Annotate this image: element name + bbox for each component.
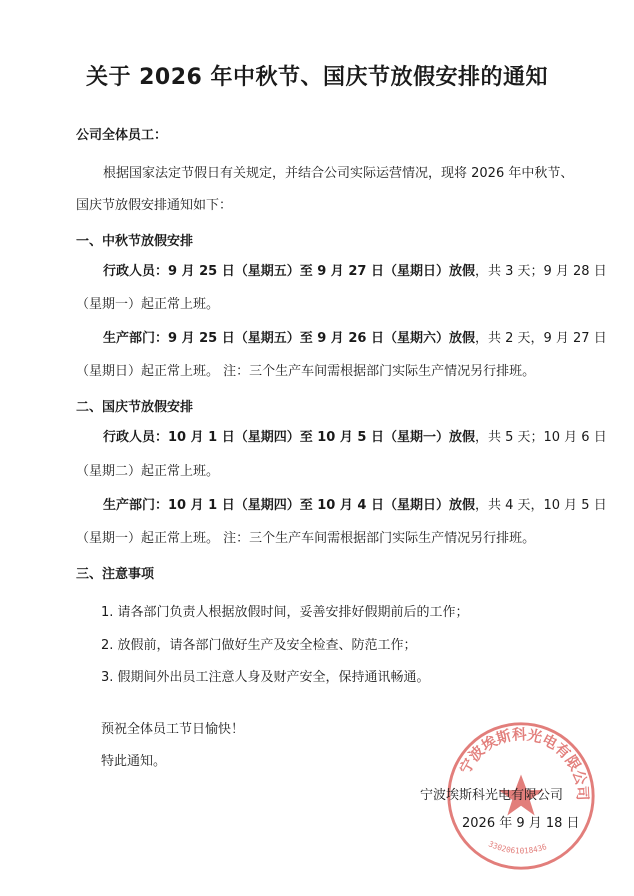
mid-autumn-admin-label: 行政人员：9 月 25 日（星期五）至 9 月 27 日（星期日）放假: [103, 264, 475, 279]
signature-company: 宁波埃斯科光电有限公司: [420, 788, 564, 803]
mid-autumn-production-line-1: [103, 331, 607, 347]
national-day-production-rest: ，共 4 天，10 月 5 日: [474, 498, 607, 513]
mid-autumn-admin-line-2: （星期一）起正常上班。: [76, 297, 220, 312]
signature-date: 2026 年 9 月 18 日: [462, 816, 580, 831]
intro-line-1: 根据国家法定节假日有关规定，并结合公司实际运营情况，现将 2026 年中秋节、: [103, 166, 574, 181]
mid-autumn-production-rest: ，共 2 天，9 月 27 日: [474, 331, 607, 346]
note-item: 1. 请各部门负责人根据放假时间，妥善安排好假期前后的工作；: [101, 605, 469, 620]
seal-number: 3302061018436: [487, 839, 548, 856]
salutation: 公司全体员工：: [76, 128, 168, 143]
closing-end: 特此通知。: [101, 754, 167, 769]
national-day-production-line-1: [103, 498, 607, 514]
section-heading-national-day: 二、国庆节放假安排: [76, 400, 194, 415]
national-day-production-line-2: （星期一）起正常上班。 注：三个生产车间需根据部门实际生产情况另行排班。: [76, 531, 536, 546]
national-day-admin-label: 行政人员：10 月 1 日（星期四）至 10 月 5 日（星期一）放假: [103, 430, 475, 445]
closing-wish: 预祝全体员工节日愉快！: [101, 722, 245, 737]
document-title: 关于 2026 年中秋节、国庆节放假安排的通知: [85, 65, 549, 90]
mid-autumn-production-line-2: （星期日）起正常上班。 注：三个生产车间需根据部门实际生产情况另行排班。: [76, 364, 536, 379]
seal-text: 宁波埃斯科光电有限公司: [456, 726, 591, 801]
national-day-admin-line-2: （星期二）起正常上班。: [76, 464, 220, 479]
section-heading-mid-autumn: 一、中秋节放假安排: [76, 234, 194, 249]
mid-autumn-admin-rest: ，共 3 天；9 月 28 日: [474, 264, 607, 279]
national-day-admin-rest: ，共 5 天；10 月 6 日: [474, 430, 607, 445]
intro-line-2: 国庆节放假安排通知如下：: [76, 198, 233, 213]
national-day-production-label: 生产部门：10 月 1 日（星期四）至 10 月 4 日（星期日）放假: [103, 498, 475, 513]
mid-autumn-admin-line-1: [103, 264, 607, 280]
note-item: 2. 放假前，请各部门做好生产及安全检查、防范工作；: [101, 638, 417, 653]
national-day-admin-line-1: [103, 430, 607, 446]
section-heading-notes: 三、注意事项: [76, 567, 155, 582]
note-item: 3. 假期间外出员工注意人身及财产安全，保持通讯畅通。: [101, 670, 430, 685]
mid-autumn-production-label: 生产部门：9 月 25 日（星期五）至 9 月 26 日（星期六）放假: [103, 331, 475, 346]
